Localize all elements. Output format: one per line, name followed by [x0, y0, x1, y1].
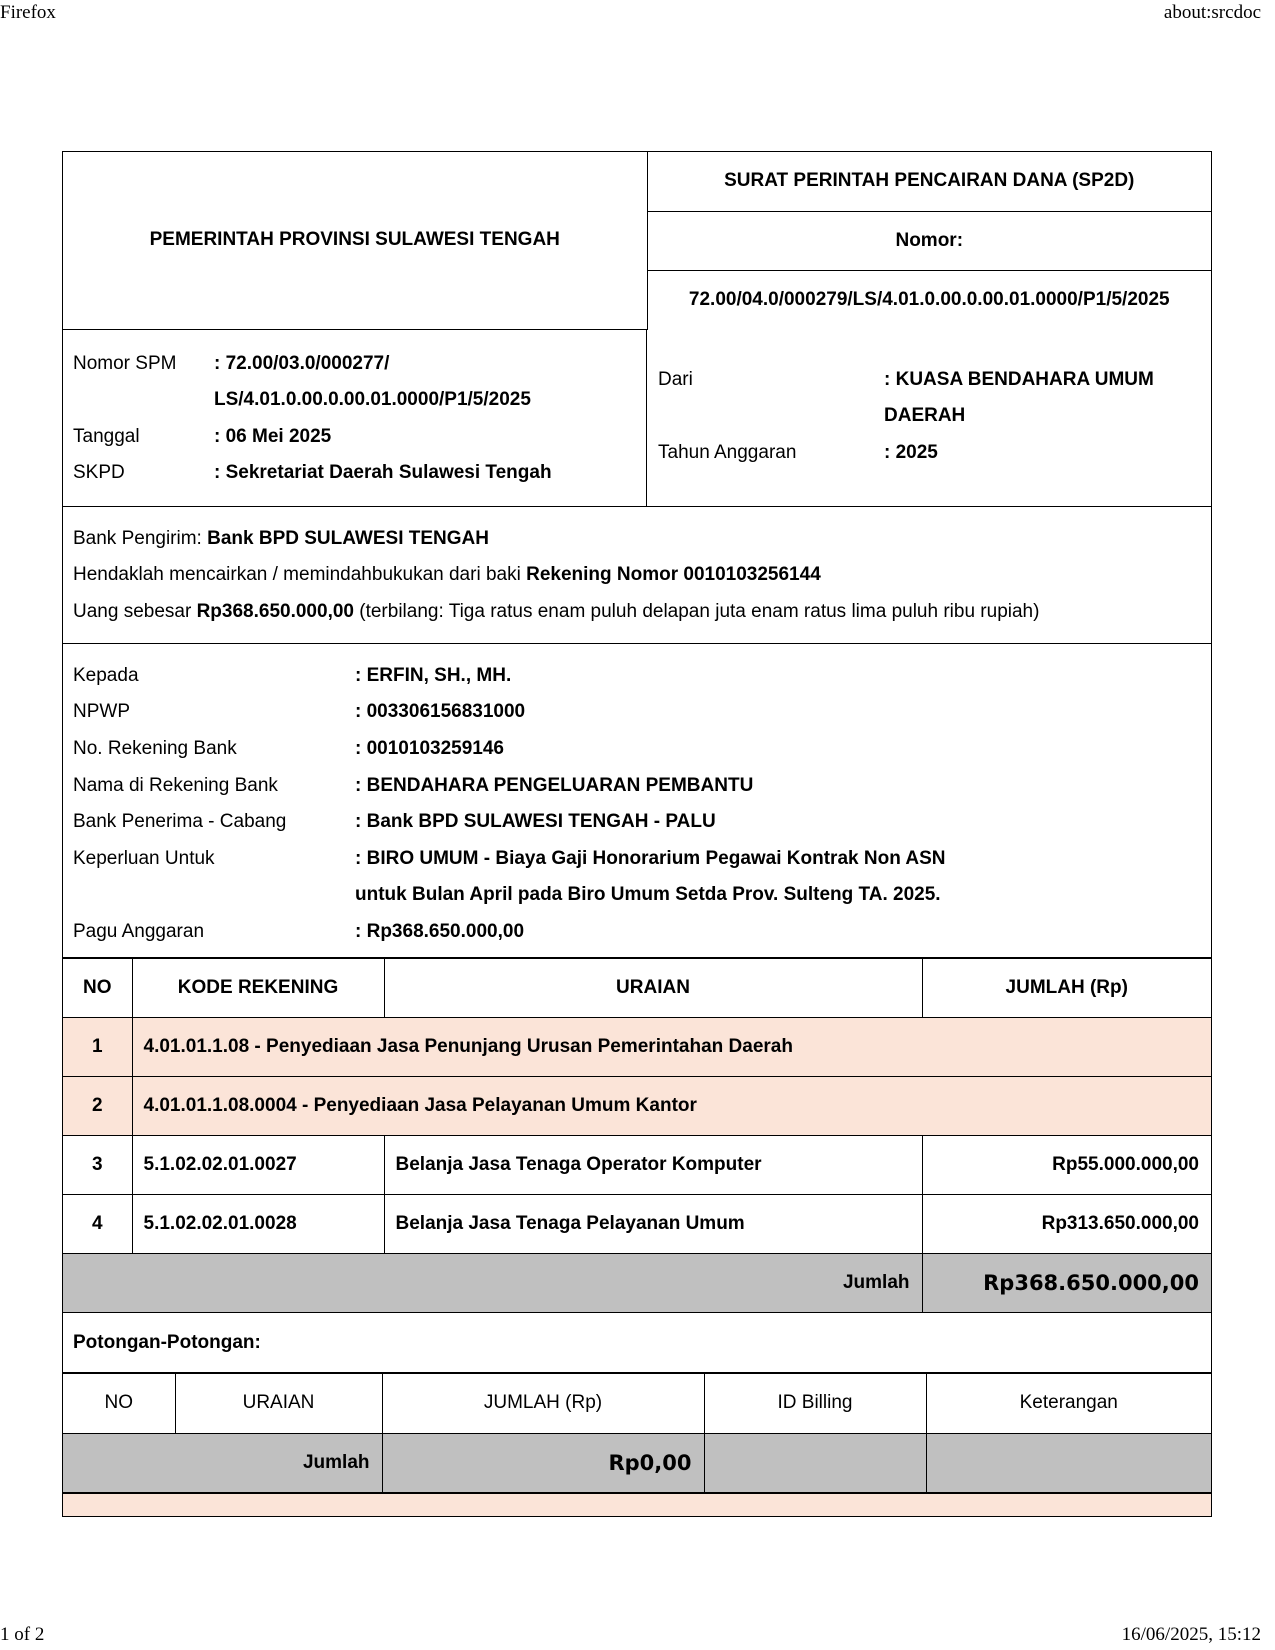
table-row	[63, 1136, 1211, 1195]
table-header-row	[63, 959, 1211, 1018]
rekening-bank-label: No. Rekening Bank	[73, 738, 237, 760]
potongan-billing-empty	[704, 1433, 926, 1492]
nomor-value: 72.00/04.0/000279/LS/4.01.0.00.0.00.01.0000/P1/5/2025	[688, 288, 1170, 310]
kepada-label: Kepada	[73, 664, 139, 686]
nama-rekening-value: : BENDAHARA PENGELUARAN PEMBANTU	[355, 774, 754, 796]
table-row	[63, 1018, 1211, 1077]
rekening-bank-value: : 0010103259146	[355, 738, 504, 760]
row-uraian: Belanja Jasa Tenaga Pelayanan Umum	[384, 1195, 922, 1254]
row-no: 4	[63, 1195, 132, 1254]
kepada-value: : ERFIN, SH., MH.	[355, 664, 512, 686]
row-kegiatan: 4.01.01.1.08.0004 - Penyediaan Jasa Pelayanan Umum Kantor	[132, 1077, 1211, 1136]
bank-section	[63, 507, 1211, 644]
col-kode-header: KODE REKENING	[132, 959, 384, 1018]
tanggal-value: : 06 Mei 2025	[214, 425, 332, 447]
row-kode: 5.1.02.02.01.0027	[132, 1136, 384, 1195]
tahun-anggaran-value: : 2025	[884, 441, 938, 463]
col-jumlah-header: JUMLAH (Rp)	[922, 959, 1211, 1018]
pagu-anggaran-value: : Rp368.650.000,00	[355, 921, 525, 943]
pot-col-no-header: NO	[63, 1374, 175, 1433]
document-header	[63, 152, 1211, 330]
table-row	[63, 1077, 1211, 1136]
potongan-keterangan-empty	[926, 1433, 1211, 1492]
row-no: 2	[63, 1077, 132, 1136]
instruction-text: Hendaklah mencairkan / memindahbukukan dari baki	[73, 564, 527, 586]
total-label: Jumlah	[63, 1254, 922, 1313]
dari-value: : KUASA BENDAHARA UMUM	[884, 368, 1154, 390]
tahun-anggaran-label: Tahun Anggaran	[658, 441, 797, 463]
spm-info-section	[63, 330, 1211, 507]
row-no: 1	[63, 1018, 132, 1077]
table-row	[63, 1195, 1211, 1254]
col-uraian-header: URAIAN	[384, 959, 922, 1018]
amount-terbilang: (terbilang: Tiga ratus enam puluh delapan juta enam ratus lima puluh ribu rupiah)	[353, 601, 1040, 623]
total-value: Rp368.650.000,00	[922, 1254, 1211, 1313]
pot-col-keterangan-header: Keterangan	[926, 1374, 1211, 1433]
row-uraian: Belanja Jasa Tenaga Operator Komputer	[384, 1136, 922, 1195]
amount-value: Rp368.650.000,00	[196, 601, 354, 623]
potongan-total-value: Rp0,00	[382, 1433, 704, 1492]
row-program: 4.01.01.1.08 - Penyediaan Jasa Penunjang Urusan Pemerintahan Daerah	[132, 1018, 1211, 1077]
rekening-table	[63, 959, 1211, 1314]
skpd-value: : Sekretariat Daerah Sulawesi Tengah	[214, 462, 552, 483]
pagu-anggaran-label: Pagu Anggaran	[73, 921, 205, 943]
potongan-title: Potongan-Potongan:	[63, 1313, 1211, 1374]
potongan-total-label: Jumlah	[63, 1433, 382, 1492]
row-no: 3	[63, 1136, 132, 1195]
row-jumlah: Rp313.650.000,00	[922, 1195, 1211, 1254]
print-timestamp: 16/06/2025, 15:12	[1121, 1624, 1261, 1645]
row-kode: 5.1.02.02.01.0028	[132, 1195, 384, 1254]
browser-url: about:srcdoc	[1163, 2, 1261, 23]
row-jumlah: Rp55.000.000,00	[922, 1136, 1211, 1195]
document-title: SURAT PERINTAH PENCAIRAN DANA (SP2D)	[647, 152, 1211, 211]
pot-col-billing-header: ID Billing	[704, 1374, 926, 1433]
nama-rekening-label: Nama di Rekening Bank	[73, 774, 278, 796]
nomor-spm-value: : 72.00/03.0/000277/	[214, 352, 390, 374]
bank-penerima-value: : Bank BPD SULAWESI TENGAH - PALU	[355, 811, 716, 833]
bank-pengirim-label: Bank Pengirim:	[73, 527, 208, 549]
pot-col-jumlah-header: JUMLAH (Rp)	[382, 1374, 704, 1433]
page-indicator: 1 of 2	[0, 1624, 45, 1645]
browser-app-name: Firefox	[0, 2, 56, 23]
amount-label: Uang sebesar	[73, 601, 197, 623]
bank-pengirim-value: Bank BPD SULAWESI TENGAH	[207, 527, 489, 549]
table-header-row	[63, 1374, 1211, 1433]
skpd-label: SKPD	[73, 462, 125, 483]
rekening-nomor: Rekening Nomor 0010103256144	[526, 564, 821, 586]
pot-col-uraian-header: URAIAN	[175, 1374, 382, 1433]
tanggal-label: Tanggal	[73, 425, 140, 447]
npwp-label: NPWP	[73, 701, 130, 723]
keperluan-value-cont: untuk Bulan April pada Biro Umum Setda Prov. Sulteng TA. 2025.	[355, 884, 941, 906]
nomor-spm-label: Nomor SPM	[73, 352, 177, 374]
document-footer-band	[63, 1493, 1211, 1516]
col-no-header: NO	[63, 959, 132, 1018]
keperluan-value: : BIRO UMUM - Biaya Gaji Honorarium Pegawai Kontrak Non ASN	[355, 847, 946, 869]
sp2d-document	[62, 151, 1212, 1517]
organization-name: PEMERINTAH PROVINSI SULAWESI TENGAH	[63, 152, 647, 329]
recipient-section	[63, 644, 1211, 959]
nomor-spm-value-cont: LS/4.01.0.00.0.00.01.0000/P1/5/2025	[214, 389, 531, 410]
total-row	[63, 1254, 1211, 1313]
nomor-label: Nomor:	[647, 211, 1211, 270]
dari-label: Dari	[658, 368, 693, 390]
potongan-table	[63, 1374, 1211, 1493]
npwp-value: : 003306156831000	[355, 701, 526, 723]
keperluan-label: Keperluan Untuk	[73, 847, 215, 869]
dari-value-cont: DAERAH	[884, 405, 966, 426]
potongan-total-row	[63, 1433, 1211, 1492]
bank-penerima-label: Bank Penerima - Cabang	[73, 811, 287, 833]
